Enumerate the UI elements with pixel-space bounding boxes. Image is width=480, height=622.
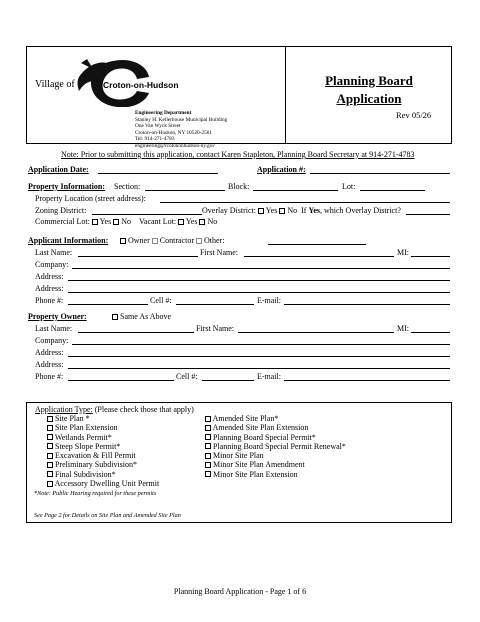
option-checkbox[interactable] bbox=[47, 434, 53, 440]
application-number-label: Application #: bbox=[257, 165, 306, 174]
overlay-district-field[interactable] bbox=[406, 214, 450, 215]
owner-company-label: Company: bbox=[35, 336, 69, 345]
applicant-cell-label: Cell #: bbox=[150, 296, 172, 305]
option-label: Planning Board Special Permit* bbox=[213, 432, 316, 442]
applicant-mi-label: MI: bbox=[397, 248, 409, 257]
application-type-option[interactable] bbox=[47, 433, 159, 442]
overlay-no-checkbox[interactable] bbox=[279, 208, 285, 214]
owner-address2-field[interactable] bbox=[68, 368, 450, 369]
option-label: Amended Site Plan* bbox=[212, 414, 279, 423]
application-type-option[interactable] bbox=[47, 460, 159, 469]
option-label: Excavation & Fill Permit bbox=[55, 451, 136, 461]
address-line: Croton-on-Hudson, NY 10520-2501 bbox=[135, 129, 213, 136]
form-title-line2: Application bbox=[336, 91, 402, 106]
overlay-yes-checkbox[interactable] bbox=[258, 208, 264, 214]
property-location-label: Property Location (street address): bbox=[35, 194, 146, 203]
applicant-email-label: E-mail: bbox=[257, 296, 281, 305]
application-type-option[interactable] bbox=[47, 479, 159, 488]
application-type-option[interactable] bbox=[205, 460, 346, 469]
application-type-option[interactable] bbox=[47, 442, 159, 451]
section-label: Section: bbox=[114, 182, 141, 191]
property-location-field[interactable] bbox=[160, 202, 450, 203]
option-checkbox[interactable] bbox=[47, 416, 53, 422]
owner-address2-label: Address: bbox=[35, 360, 64, 369]
block-field[interactable] bbox=[253, 190, 338, 191]
zoning-district-field[interactable] bbox=[92, 214, 202, 215]
owner-cell-label: Cell #: bbox=[176, 372, 198, 381]
option-checkbox[interactable] bbox=[205, 471, 211, 477]
applicant-other-checkbox[interactable] bbox=[196, 238, 202, 244]
page-footer: Planning Board Application - Page 1 of 6 bbox=[173, 587, 307, 596]
applicant-owner-label: Owner bbox=[128, 236, 150, 245]
owner-email-field[interactable] bbox=[284, 380, 450, 381]
commercial-lot-label: Commercial Lot: bbox=[35, 217, 90, 226]
application-type-option[interactable] bbox=[47, 451, 159, 460]
address-line: Stanley H. Kellerhouse Municipal Building bbox=[135, 116, 228, 123]
application-date-field[interactable] bbox=[98, 173, 218, 174]
applicant-first-name-field[interactable] bbox=[244, 256, 394, 257]
department-address bbox=[135, 110, 227, 149]
option-label: Site Plan Extension bbox=[55, 423, 118, 433]
owner-last-name-label: Last Name: bbox=[35, 324, 73, 333]
applicant-other-field[interactable] bbox=[268, 244, 366, 245]
header-box bbox=[26, 46, 452, 149]
commercial-yes-checkbox[interactable] bbox=[92, 219, 98, 225]
option-label: Site Plan * bbox=[55, 414, 90, 423]
overlay-yes-label: Yes bbox=[265, 206, 278, 215]
overlay-district-label: Overlay District: bbox=[202, 206, 256, 215]
application-type-option[interactable] bbox=[205, 442, 346, 451]
applicant-last-name-label: Last Name: bbox=[35, 248, 73, 257]
application-type-left-column bbox=[47, 414, 159, 488]
applicant-first-name-label: First Name: bbox=[200, 248, 238, 257]
applicant-address2-field[interactable] bbox=[68, 292, 450, 293]
applicant-phone-label: Phone #: bbox=[35, 296, 64, 305]
owner-first-name-label: First Name: bbox=[196, 324, 234, 333]
option-checkbox[interactable] bbox=[47, 462, 53, 468]
application-type-option[interactable] bbox=[47, 414, 159, 423]
applicant-address2-label: Address: bbox=[35, 284, 64, 293]
option-checkbox[interactable] bbox=[205, 425, 211, 431]
zoning-district-label: Zoning District: bbox=[35, 206, 87, 215]
applicant-cell-field[interactable] bbox=[176, 304, 254, 305]
application-type-option[interactable] bbox=[205, 451, 346, 460]
owner-mi-field[interactable] bbox=[411, 332, 450, 333]
owner-email-label: E-mail: bbox=[257, 372, 281, 381]
application-type-section bbox=[26, 402, 452, 523]
owner-mi-label: MI: bbox=[397, 324, 409, 333]
application-type-heading: Application Type: bbox=[35, 405, 93, 414]
option-label: Accessory Dwelling Unit Permit bbox=[54, 479, 160, 489]
applicant-other-label: Other: bbox=[204, 236, 225, 245]
application-type-option[interactable] bbox=[205, 470, 346, 479]
public-hearing-note: *Note: Public Hearing required for these permits bbox=[34, 490, 157, 497]
application-type-option[interactable] bbox=[205, 423, 346, 432]
application-type-instruction: (Please check those that apply) bbox=[94, 405, 194, 414]
application-type-header bbox=[35, 405, 194, 414]
applicant-last-name-field[interactable] bbox=[78, 256, 198, 257]
see-page2-note: See Page 2 for Details on Site Plan and Amended Site Plan bbox=[34, 512, 181, 519]
lot-type-row bbox=[35, 217, 217, 226]
option-label: Minor Site Plan bbox=[213, 451, 264, 461]
owner-cell-field[interactable] bbox=[202, 380, 254, 381]
logo-village-name: Croton-on-Hudson bbox=[103, 80, 179, 90]
option-label: Wetlands Permit* bbox=[54, 432, 112, 442]
application-date-label: Application Date: bbox=[28, 165, 89, 174]
applicant-phone-field[interactable] bbox=[68, 304, 148, 305]
department-name: Engineering Department bbox=[135, 110, 192, 116]
owner-last-name-field[interactable] bbox=[78, 332, 194, 333]
vacant-lot-label: Vacant Lot: bbox=[139, 217, 177, 226]
applicant-owner-checkbox[interactable] bbox=[120, 238, 126, 244]
commercial-no-checkbox[interactable] bbox=[113, 219, 119, 225]
option-checkbox[interactable] bbox=[47, 425, 53, 431]
option-label: Steep Slope Permit* bbox=[55, 441, 121, 451]
option-checkbox[interactable] bbox=[205, 443, 211, 449]
revision-label: Rev 05/26 bbox=[396, 110, 432, 120]
block-label: Block: bbox=[228, 182, 250, 191]
applicant-company-label: Company: bbox=[35, 260, 69, 269]
applicant-type-row bbox=[120, 236, 224, 245]
overlay-no-label: No bbox=[287, 206, 298, 215]
application-type-option[interactable] bbox=[47, 423, 159, 432]
property-owner-heading: Property Owner: bbox=[28, 312, 87, 321]
form-title-line1: Planning Board bbox=[325, 73, 413, 88]
vacant-no-label: No bbox=[207, 217, 218, 226]
option-label: Amended Site Plan Extension bbox=[212, 423, 309, 433]
option-checkbox[interactable] bbox=[205, 434, 211, 440]
same-as-above-label: Same As Above bbox=[120, 312, 172, 321]
commercial-yes-label: Yes bbox=[99, 217, 112, 226]
option-checkbox[interactable] bbox=[47, 453, 53, 459]
option-checkbox[interactable] bbox=[47, 443, 53, 449]
overlay-question-pre: If bbox=[301, 206, 307, 215]
applicant-address1-label: Address: bbox=[35, 272, 64, 281]
owner-phone-field[interactable] bbox=[68, 380, 174, 381]
address-line: One Van Wyck Street bbox=[135, 123, 181, 129]
property-info-heading: Property Information: bbox=[28, 182, 105, 191]
option-checkbox[interactable] bbox=[205, 416, 211, 422]
lot-label: Lot: bbox=[342, 182, 356, 191]
vacant-no-checkbox[interactable] bbox=[199, 219, 205, 225]
application-type-option[interactable] bbox=[205, 414, 346, 423]
owner-first-name-field[interactable] bbox=[238, 332, 394, 333]
applicant-info-heading: Applicant Information: bbox=[28, 236, 109, 245]
contact-note: Note: Prior to submitting this application, contact Karen Stapleton, Planning Board Secretary at 914-271-4783 bbox=[61, 150, 415, 159]
vacant-yes-label: Yes bbox=[185, 217, 198, 226]
applicant-contractor-label: Contractor bbox=[159, 236, 194, 245]
option-label: Preliminary Subdivision* bbox=[55, 460, 137, 470]
applicant-contractor-checkbox[interactable] bbox=[152, 238, 158, 244]
option-label: Final Subdivision* bbox=[55, 469, 116, 479]
owner-phone-label: Phone #: bbox=[35, 372, 64, 381]
same-as-above-row bbox=[112, 312, 171, 321]
option-label: Planning Board Special Permit Renewal* bbox=[213, 441, 346, 451]
applicant-address1-field[interactable] bbox=[68, 280, 450, 281]
applicant-email-field[interactable] bbox=[284, 304, 450, 305]
lot-field[interactable] bbox=[360, 190, 425, 191]
option-checkbox[interactable] bbox=[205, 462, 211, 468]
application-type-option[interactable] bbox=[47, 470, 159, 479]
application-type-option[interactable] bbox=[205, 433, 346, 442]
option-checkbox[interactable] bbox=[205, 453, 211, 459]
overlay-question-post: , which Overlay District? bbox=[320, 206, 401, 215]
vacant-yes-checkbox[interactable] bbox=[178, 219, 184, 225]
applicant-mi-field[interactable] bbox=[411, 256, 450, 257]
option-label: Minor Site Plan Amendment bbox=[213, 460, 305, 470]
address-line: engineering@crotononhudson-ny.gov bbox=[135, 142, 215, 149]
section-field[interactable] bbox=[145, 190, 225, 191]
option-checkbox[interactable] bbox=[47, 471, 53, 477]
logo-village-text: Village of bbox=[35, 79, 75, 90]
owner-address1-label: Address: bbox=[35, 348, 64, 357]
same-as-above-checkbox[interactable] bbox=[112, 314, 118, 320]
option-label: Minor Site Plan Extension bbox=[213, 469, 298, 479]
commercial-no-label: No bbox=[121, 217, 131, 226]
address-line: Tel: 914-271-4783 bbox=[135, 136, 175, 142]
application-type-right-column bbox=[205, 414, 346, 479]
owner-company-field[interactable] bbox=[72, 344, 450, 345]
option-checkbox[interactable] bbox=[47, 481, 53, 487]
owner-address1-field[interactable] bbox=[68, 356, 450, 357]
overlay-district-row bbox=[202, 206, 401, 215]
overlay-question-yes: Yes bbox=[308, 206, 320, 215]
application-number-field[interactable] bbox=[310, 173, 450, 174]
applicant-company-field[interactable] bbox=[72, 268, 450, 269]
